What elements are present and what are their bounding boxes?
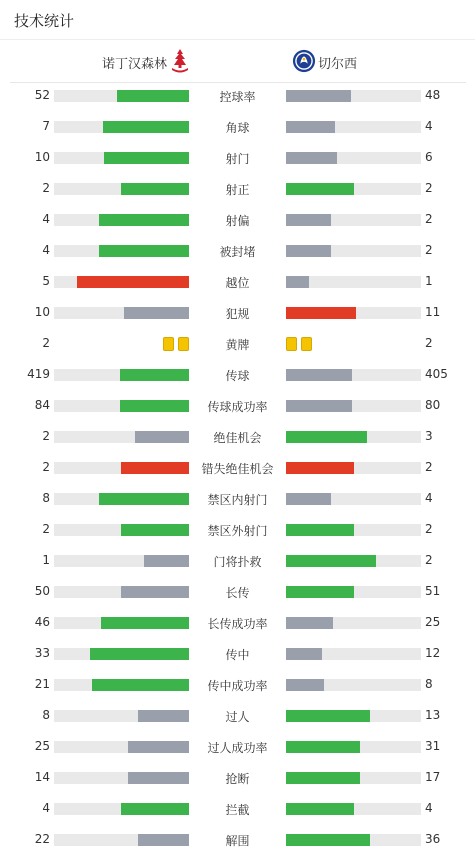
home-value: 52 [34, 88, 50, 102]
home-bar-fill [103, 121, 189, 133]
away-bar [286, 183, 421, 195]
home-bar [54, 400, 189, 412]
home-value: 2 [42, 522, 50, 536]
home-bar-fill [121, 586, 189, 598]
home-value: 2 [42, 181, 50, 195]
home-bar-fill [138, 834, 189, 846]
stat-label: 被封堵 [219, 245, 256, 259]
away-bar [286, 741, 421, 753]
yellow-card-icon [301, 337, 312, 351]
home-value: 33 [34, 646, 50, 660]
stat-row [0, 117, 475, 137]
home-bar [54, 369, 189, 381]
stat-label: 控球率 [219, 90, 256, 104]
home-bar [54, 741, 189, 753]
home-value: 2 [42, 460, 50, 474]
away-bar [286, 617, 421, 629]
stat-row [0, 272, 475, 292]
away-bar-fill [286, 834, 370, 846]
home-bar [54, 431, 189, 443]
home-bar [54, 307, 189, 319]
home-value: 2 [42, 429, 50, 443]
away-bar-fill [286, 307, 356, 319]
away-bar-fill [286, 121, 335, 133]
home-bar-fill [120, 400, 189, 412]
away-bar [286, 307, 421, 319]
stat-label: 门将扑救 [213, 555, 262, 569]
stat-row [0, 148, 475, 168]
home-value: 8 [42, 491, 50, 505]
home-bar-fill [120, 369, 189, 381]
home-bar [54, 493, 189, 505]
stat-label: 过人成功率 [207, 741, 268, 755]
home-team-name: 诺丁汉森林 [102, 57, 168, 72]
home-bar [54, 772, 189, 784]
away-bar [286, 524, 421, 536]
home-bar [54, 524, 189, 536]
stat-label: 抢断 [225, 772, 250, 786]
stat-row [0, 768, 475, 788]
home-bar-fill [121, 183, 189, 195]
away-bar [286, 679, 421, 691]
home-value: 8 [42, 708, 50, 722]
stat-label: 射门 [225, 152, 250, 166]
away-bar-fill [286, 710, 370, 722]
home-bar [54, 834, 189, 846]
away-value: 2 [425, 553, 433, 567]
home-bar [54, 679, 189, 691]
home-bar-fill [117, 90, 189, 102]
stat-row [0, 365, 475, 385]
away-value: 51 [425, 584, 441, 598]
home-bar [54, 90, 189, 102]
stat-label: 传球成功率 [207, 400, 268, 414]
away-bar-fill [286, 245, 331, 257]
home-bar-fill [128, 772, 189, 784]
away-value: 3 [425, 429, 433, 443]
home-bar [54, 183, 189, 195]
away-bar [286, 772, 421, 784]
home-bar-fill [138, 710, 189, 722]
yellow-card-icon [163, 337, 174, 351]
away-bar-fill [286, 431, 367, 443]
home-value: 10 [34, 150, 50, 164]
stat-label: 错失绝佳机会 [201, 462, 274, 476]
away-value: 2 [425, 212, 433, 226]
away-bar [286, 803, 421, 815]
home-value: 4 [42, 243, 50, 257]
home-bar-fill [121, 803, 189, 815]
away-bar-fill [286, 183, 354, 195]
home-bar-fill [101, 617, 189, 629]
away-bar-fill [286, 493, 331, 505]
away-value: 12 [425, 646, 441, 660]
stat-label: 过人 [225, 710, 250, 724]
away-bar [286, 710, 421, 722]
away-bar [286, 152, 421, 164]
home-bar-fill [144, 555, 189, 567]
away-bar-fill [286, 741, 360, 753]
away-value: 1 [425, 274, 433, 288]
stat-label: 越位 [225, 276, 250, 290]
home-bar-fill [99, 245, 189, 257]
stat-label: 绝佳机会 [213, 431, 262, 445]
stat-label: 禁区外射门 [207, 524, 268, 538]
stat-row [0, 489, 475, 509]
home-bar-fill [104, 152, 189, 164]
stat-label: 射正 [225, 183, 250, 197]
home-value: 25 [34, 739, 50, 753]
home-bar [54, 152, 189, 164]
stat-row [0, 210, 475, 230]
away-value: 36 [425, 832, 441, 846]
away-bar [286, 834, 421, 846]
away-bar-fill [286, 214, 331, 226]
stat-row [0, 396, 475, 416]
away-bar-fill [286, 276, 309, 288]
stat-label: 射偏 [225, 214, 250, 228]
stat-label: 禁区内射门 [207, 493, 268, 507]
away-bar [286, 276, 421, 288]
away-bar-fill [286, 555, 376, 567]
away-value: 13 [425, 708, 441, 722]
away-bar [286, 121, 421, 133]
home-value: 14 [34, 770, 50, 784]
home-value: 50 [34, 584, 50, 598]
home-bar-fill [92, 679, 189, 691]
away-bar [286, 555, 421, 567]
away-value: 6 [425, 150, 433, 164]
home-value: 4 [42, 801, 50, 815]
home-bar-fill [77, 276, 189, 288]
home-value: 419 [27, 367, 50, 381]
away-bar [286, 431, 421, 443]
home-bar [54, 648, 189, 660]
home-bar [54, 121, 189, 133]
stat-label: 角球 [225, 121, 250, 135]
stat-row [0, 551, 475, 571]
stat-row [0, 706, 475, 726]
away-bar [286, 462, 421, 474]
home-bar-fill [121, 524, 189, 536]
away-value: 405 [425, 367, 448, 381]
away-value: 11 [425, 305, 441, 319]
stat-row [0, 799, 475, 819]
stat-label: 传球 [225, 369, 250, 383]
away-team-name: 切尔西 [318, 57, 358, 72]
away-bar-fill [286, 648, 322, 660]
home-value: 21 [34, 677, 50, 691]
page-title: 技术统计 [14, 12, 75, 30]
home-bar [54, 245, 189, 257]
home-bar [54, 803, 189, 815]
away-value: 4 [425, 801, 433, 815]
home-cards [163, 337, 189, 351]
away-bar [286, 369, 421, 381]
away-bar-fill [286, 462, 354, 474]
home-value: 1 [42, 553, 50, 567]
stat-row [0, 86, 475, 106]
away-bar [286, 245, 421, 257]
stat-row [0, 613, 475, 633]
away-value: 4 [425, 119, 433, 133]
away-bar-fill [286, 524, 354, 536]
away-bar [286, 214, 421, 226]
stat-label: 传中 [225, 648, 250, 662]
away-bar-fill [286, 90, 351, 102]
away-bar-fill [286, 400, 352, 412]
away-bar-fill [286, 586, 354, 598]
home-value: 4 [42, 212, 50, 226]
away-value: 2 [425, 243, 433, 257]
stat-row [0, 737, 475, 757]
home-bar [54, 555, 189, 567]
home-bar-fill [128, 741, 189, 753]
stat-label: 解围 [225, 834, 250, 848]
away-value: 2 [425, 181, 433, 195]
home-bar-fill [90, 648, 189, 660]
stat-row [0, 520, 475, 540]
home-bar-fill [99, 493, 189, 505]
home-value: 7 [42, 119, 50, 133]
stat-label: 长传 [225, 586, 250, 600]
home-value: 22 [34, 832, 50, 846]
yellow-card-icon [286, 337, 297, 351]
stat-row [0, 427, 475, 447]
stat-label: 传中成功率 [207, 679, 268, 693]
header [0, 0, 475, 40]
stat-row [0, 582, 475, 602]
away-value: 31 [425, 739, 441, 753]
stat-row [0, 303, 475, 323]
away-value: 17 [425, 770, 441, 784]
home-value: 5 [42, 274, 50, 288]
teams-header [10, 42, 466, 83]
away-bar-fill [286, 617, 333, 629]
stat-row [0, 458, 475, 478]
home-bar [54, 710, 189, 722]
home-bar [54, 462, 189, 474]
away-bar-fill [286, 152, 337, 164]
stat-row [0, 830, 475, 850]
away-bar [286, 586, 421, 598]
away-value: 4 [425, 491, 433, 505]
home-bar-fill [124, 307, 189, 319]
away-team-logo-icon [292, 48, 316, 74]
away-bar-fill [286, 772, 360, 784]
home-value: 46 [34, 615, 50, 629]
away-bar [286, 648, 421, 660]
stat-label: 拦截 [225, 803, 250, 817]
away-value: 80 [425, 398, 441, 412]
away-value: 2 [425, 522, 433, 536]
home-value: 84 [34, 398, 50, 412]
home-bar [54, 214, 189, 226]
away-bar [286, 400, 421, 412]
home-value: 2 [42, 336, 50, 350]
away-value: 48 [425, 88, 441, 102]
home-bar-fill [99, 214, 189, 226]
home-bar [54, 276, 189, 288]
home-team-logo-icon [168, 48, 192, 74]
away-value: 8 [425, 677, 433, 691]
stat-row [0, 241, 475, 261]
away-value: 2 [425, 336, 433, 350]
yellow-card-icon [178, 337, 189, 351]
stat-label: 犯规 [225, 307, 250, 321]
away-cards [286, 337, 312, 351]
away-bar-fill [286, 679, 324, 691]
away-value: 2 [425, 460, 433, 474]
home-bar-fill [121, 462, 189, 474]
away-value: 25 [425, 615, 441, 629]
stat-row [0, 644, 475, 664]
stat-row [0, 675, 475, 695]
home-bar [54, 586, 189, 598]
away-bar-fill [286, 369, 352, 381]
away-bar-fill [286, 803, 354, 815]
stat-row [0, 179, 475, 199]
stat-label: 长传成功率 [207, 617, 268, 631]
home-bar-fill [135, 431, 189, 443]
home-bar [54, 617, 189, 629]
stat-label: 黄牌 [225, 338, 250, 352]
stat-row [0, 334, 475, 354]
home-value: 10 [34, 305, 50, 319]
away-bar [286, 90, 421, 102]
away-bar [286, 493, 421, 505]
